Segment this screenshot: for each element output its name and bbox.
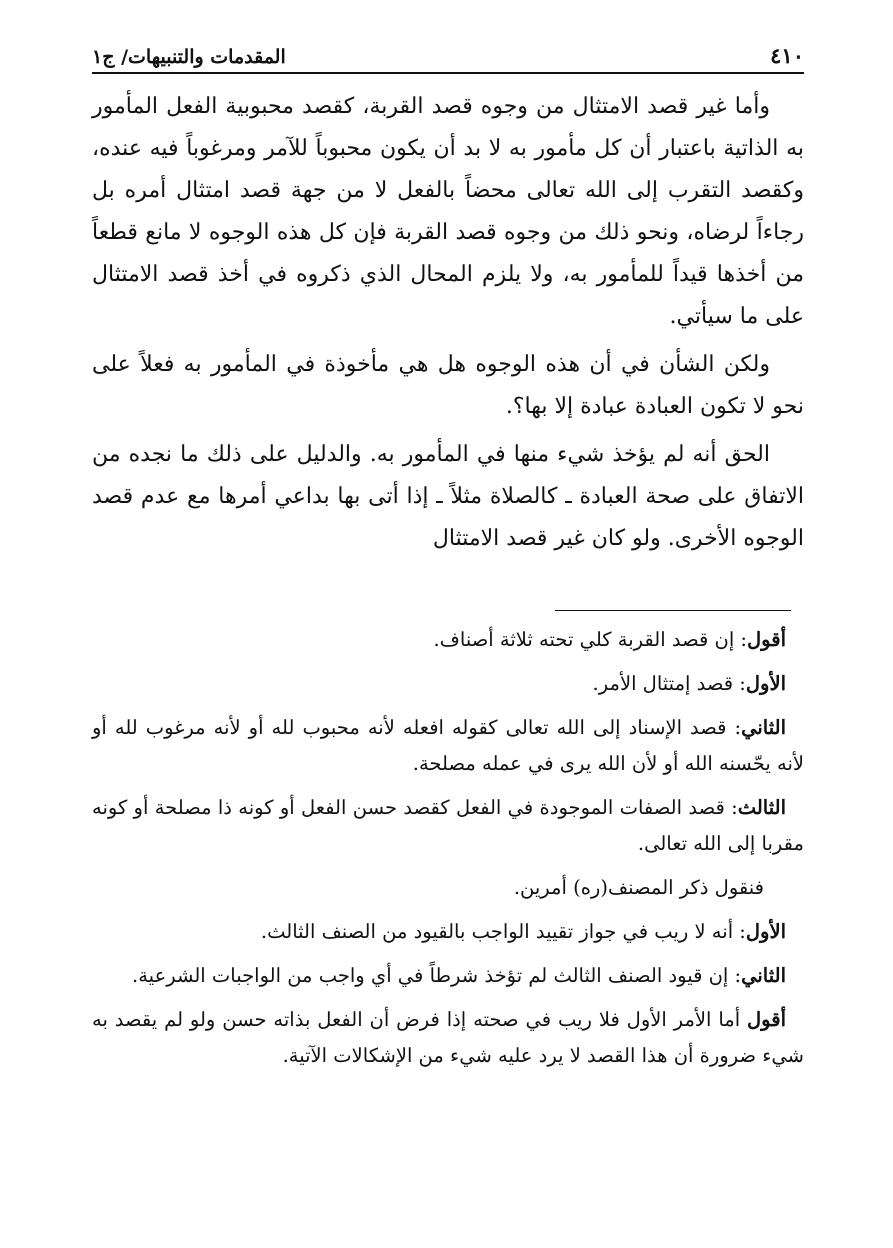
- footnote-paragraph: [92, 870, 804, 906]
- footnote-text: : إن قيود الصنف الثالث لم تؤخذ شرطاً في أي واجب من الواجبات الشرعية.: [132, 964, 742, 987]
- main-text: [92, 86, 804, 566]
- footnote-lead: الثاني: [741, 964, 786, 987]
- footnote-paragraph: [92, 790, 804, 862]
- footnote-lead: الأول: [745, 672, 786, 695]
- footnote-paragraph: [92, 1002, 804, 1074]
- footnote-paragraph: [92, 958, 804, 994]
- footnote-text: أما الأمر الأول فلا ريب في صحته إذا فرض أن الفعل بذاته حسن ولو لم يقصد به شيء ضرورة أن هذا القصد لا يرد عليه شيء من الإشكالات الآتية.: [92, 1008, 804, 1067]
- footnote-lead: الثاني: [741, 716, 786, 739]
- footnote-lead: أقول: [747, 1008, 786, 1031]
- main-paragraph: وأما غير قصد الامتثال من وجوه قصد القربة، كقصد محبوبية الفعل المأمور به الذاتية باعتبار أن كل مأمور به لا بد أن يكون محبوباً للآمر ومرغوباً فيه عنده، وكقصد التقرب إلى الله تعالى محضاً بالفعل لا من جهة قصد امتثال أمره بل رجاءاً لرضاه، ونحو ذلك من وجوه قصد القربة فإن كل هذه الوجوه لا مانع قطعاً من أخذها قيداً للمأمور به، ولا يلزم المحال الذي ذكروه في أخذ قصد الامتثال على ما سيأتي.: [92, 94, 804, 329]
- footnote-separator: [555, 610, 791, 611]
- footnote-text: فنقول ذكر المصنف(ره) أمرين.: [513, 876, 764, 899]
- footnote-text: : أنه لا ريب في جواز تقييد الواجب بالقيود من الصنف الثالث.: [260, 920, 746, 943]
- footnote-paragraph: [92, 710, 804, 782]
- footnote-text: : قصد الصفات الموجودة في الفعل كقصد حسن الفعل أو كونه ذا مصلحة أو كونه مقربا إلى الله تعالى.: [92, 796, 804, 855]
- main-paragraph: الحق أنه لم يؤخذ شيء منها في المأمور به. والدليل على ذلك ما نجده من الاتفاق على صحة العبادة ـ كالصلاة مثلاً ـ إذا أتى بها بداعي أمرها مع عدم قصد الوجوه الأخرى. ولو كان غير قصد الامتثال: [92, 442, 804, 551]
- running-title: المقدمات والتنبيهات/ ج١: [92, 46, 286, 68]
- footnote-paragraph: [92, 914, 804, 950]
- footnote-lead: أقول: [747, 628, 786, 651]
- page-number: ٤١٠: [770, 43, 804, 68]
- footnote-paragraph: [92, 666, 804, 702]
- footnotes: [92, 622, 804, 1082]
- main-paragraph: ولكن الشأن في أن هذه الوجوه هل هي مأخوذة في المأمور به فعلاً على نحو لا تكون العبادة عبادة إلا بها؟.: [92, 352, 804, 419]
- footnote-lead: الثالث: [737, 796, 786, 819]
- footnote-text: : إن قصد القربة كلي تحته ثلاثة أصناف.: [433, 628, 748, 651]
- footnote-paragraph: [92, 622, 804, 658]
- footnote-text: : قصد الإسناد إلى الله تعالى كقوله افعله لأنه محبوب لله أو لأنه مرغوب لله أو لأنه يحّسنه الله أو لأن الله يرى في عمله مصلحة.: [92, 716, 804, 775]
- page-header: [92, 30, 804, 74]
- footnote-lead: الأول: [745, 920, 786, 943]
- footnote-text: : قصد إمتثال الأمر.: [592, 672, 746, 695]
